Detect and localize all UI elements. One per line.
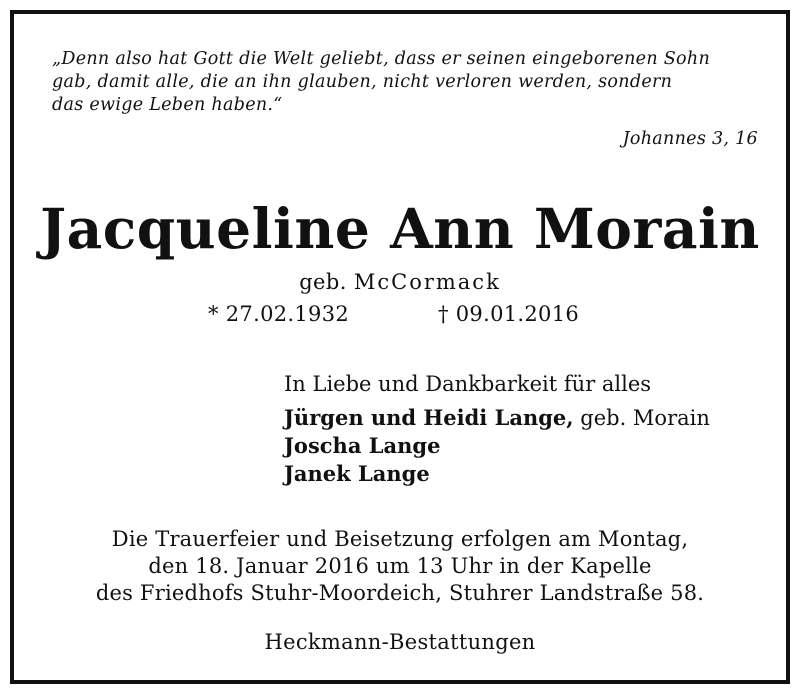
dedication-text: In Liebe und Dankbarkeit für alles xyxy=(284,372,652,396)
mourners-block xyxy=(284,370,710,488)
birth-name-line xyxy=(14,270,786,294)
mourner-name: Joscha Lange xyxy=(284,433,441,458)
birth-name: McCormack xyxy=(353,270,501,294)
mourner-entry xyxy=(284,404,710,432)
ceremony-info xyxy=(14,526,786,607)
quote-line: „Denn also hat Gott die Welt geliebt, dass er seinen eingeborenen Sohn xyxy=(52,49,711,69)
quote-source: Johannes 3, 16 xyxy=(622,129,758,149)
birth-prefix: geb. xyxy=(299,270,347,294)
mourner-name: Jürgen und Heidi Lange, xyxy=(284,405,574,430)
bible-quote xyxy=(52,48,752,117)
birth-date: * 27.02.1932 xyxy=(208,302,350,326)
deceased-name: Jacqueline Ann Morain xyxy=(40,196,760,261)
ceremony-line: des Friedhofs Stuhr-Moordeich, Stuhrer Landstraße 58. xyxy=(95,581,705,605)
ceremony-line: Die Trauerfeier und Beisetzung erfolgen am Montag, xyxy=(111,527,689,551)
ceremony-line: den 18. Januar 2016 um 13 Uhr in der Kapelle xyxy=(148,554,652,578)
mourner-entry xyxy=(284,432,710,460)
undertaker-name: Heckmann-Bestattungen xyxy=(264,630,536,654)
quote-line: das ewige Leben haben.“ xyxy=(52,95,283,115)
death-date: † 09.01.2016 xyxy=(438,302,580,326)
mourner-name: Janek Lange xyxy=(284,461,430,486)
quote-line: gab, damit alle, die an ihn glauben, nicht verloren werden, sondern xyxy=(52,72,673,92)
mourner-note: geb. Morain xyxy=(573,406,710,430)
mourner-entry xyxy=(284,460,710,488)
obituary-notice xyxy=(10,10,790,684)
